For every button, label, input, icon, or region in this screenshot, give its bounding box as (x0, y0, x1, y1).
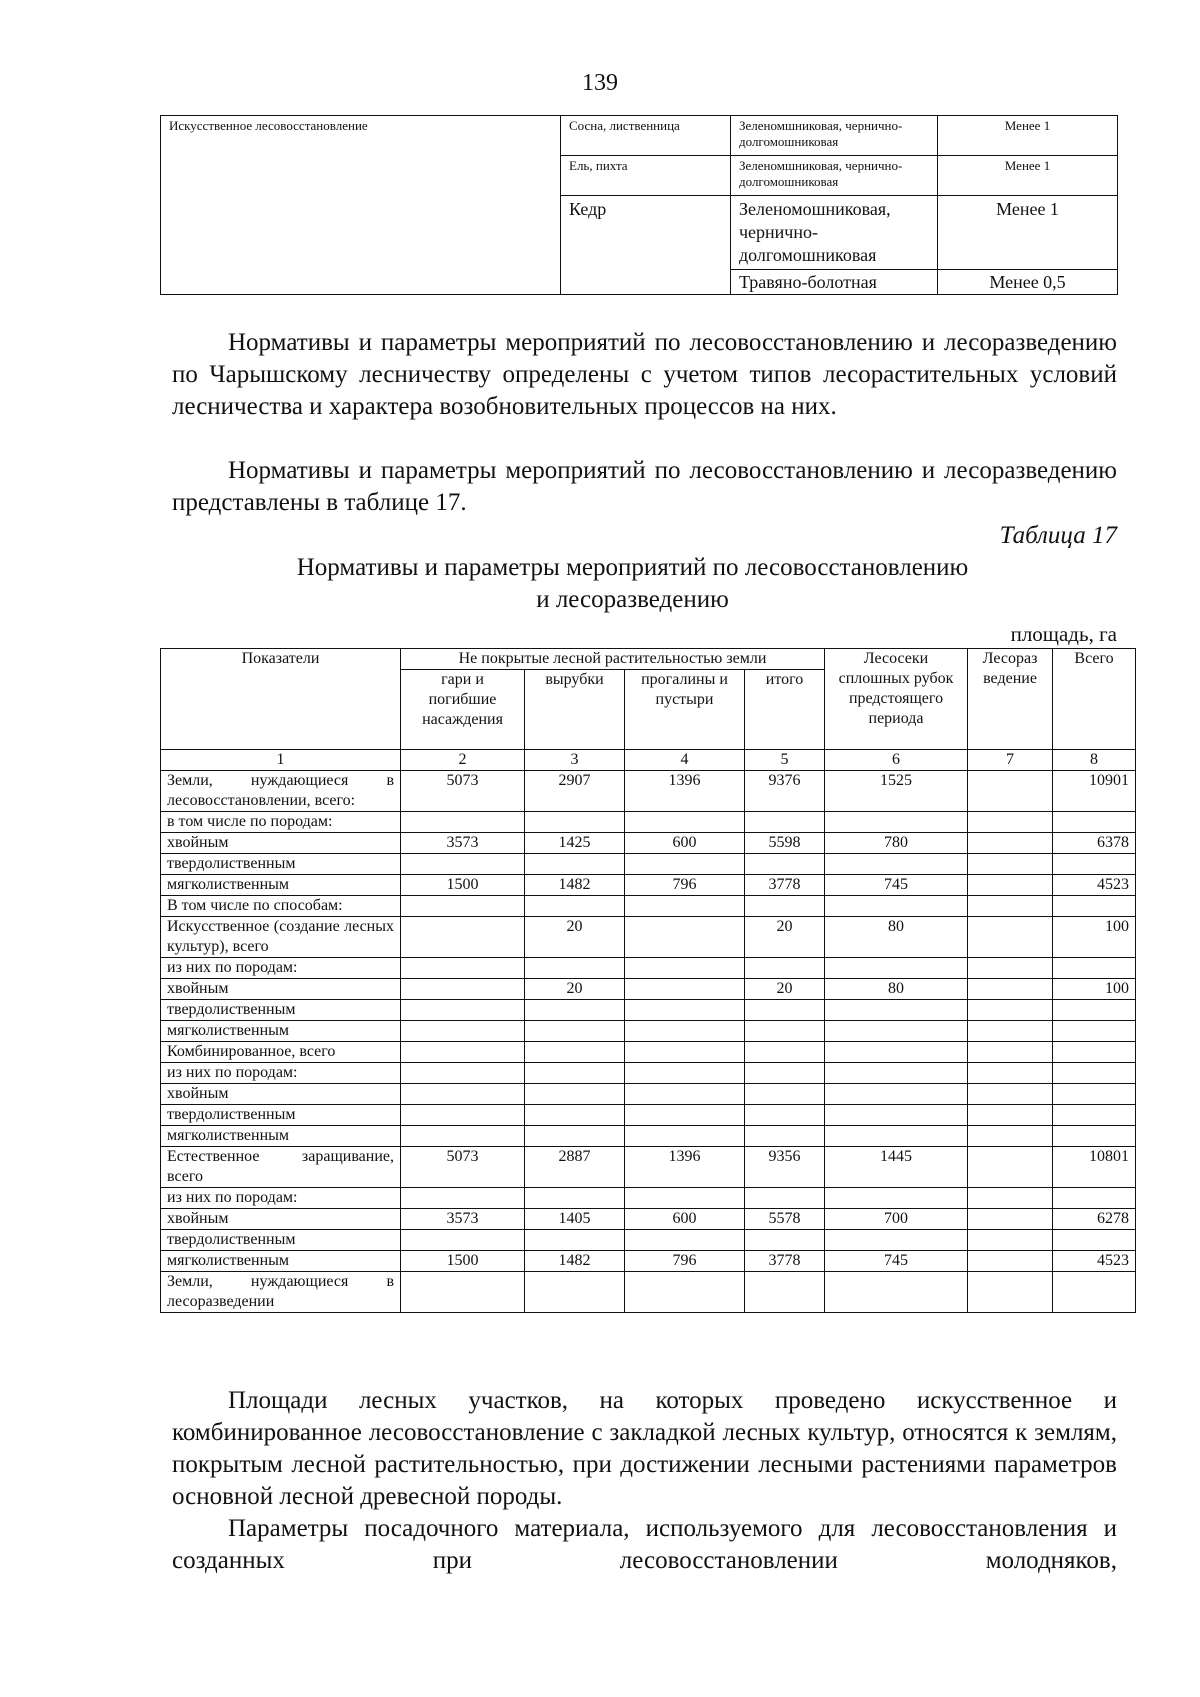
table-body (161, 771, 1136, 1313)
table-cell (968, 1230, 1053, 1251)
table-cell (825, 1042, 968, 1063)
table-cell: 10801 (1053, 1147, 1136, 1188)
table-row (161, 1126, 1136, 1147)
table-cell (1053, 1021, 1136, 1042)
row-label: хвойным (161, 979, 401, 1000)
table-cell (401, 917, 525, 958)
table-cell (625, 896, 745, 917)
table-cell: Зеленомшниковая, чернично-долгомошниковая (731, 156, 938, 196)
column-number: 6 (825, 750, 968, 771)
header-not-covered: Не покрытые лесной растительностью земли (401, 649, 825, 670)
table-cell (825, 1063, 968, 1084)
row-label: мягколиственным (161, 1021, 401, 1042)
table-cell: 6278 (1053, 1209, 1136, 1230)
row-label: Земли, нуждающиеся в лесовосстановлении, всего: (161, 771, 401, 812)
table-cell (401, 1272, 525, 1313)
table-row (161, 917, 1136, 958)
table-cell (968, 1063, 1053, 1084)
table-cell (625, 1126, 745, 1147)
table-cell (1053, 1126, 1136, 1147)
table-row (161, 854, 1136, 875)
table-cell (401, 1042, 525, 1063)
table-cell: 5598 (745, 833, 825, 854)
table-row (161, 1147, 1136, 1188)
row-label: из них по породам: (161, 1188, 401, 1209)
table-cell: 1500 (401, 875, 525, 896)
table-cell: 10901 (1053, 771, 1136, 812)
table-cell: 3778 (745, 1251, 825, 1272)
column-number: 7 (968, 750, 1053, 771)
table-cell: 600 (625, 833, 745, 854)
table-row (161, 958, 1136, 979)
table-cell (745, 1230, 825, 1251)
header-clearings: вырубки (525, 670, 625, 750)
table-title (160, 552, 1105, 616)
table-row (161, 1230, 1136, 1251)
table-cell (968, 958, 1053, 979)
table-cell (968, 875, 1053, 896)
table-cell: 20 (745, 979, 825, 1000)
row-label: мягколиственным (161, 1251, 401, 1272)
table-cell (525, 854, 625, 875)
table-row (161, 1084, 1136, 1105)
table-cell (825, 1021, 968, 1042)
header-burned: гари и погибшие насаждения (401, 670, 525, 750)
table-cell (1053, 1042, 1136, 1063)
table-cell (968, 1272, 1053, 1313)
table-cell: 1482 (525, 1251, 625, 1272)
table-cell: Менее 1 (938, 156, 1118, 196)
table-cell (968, 1126, 1053, 1147)
table-cell (625, 1105, 745, 1126)
table-cell: 745 (825, 875, 968, 896)
table-cell (968, 1000, 1053, 1021)
table-cell (401, 1230, 525, 1251)
table-cell (825, 1084, 968, 1105)
table-row (161, 1063, 1136, 1084)
table-title-line: и лесоразведению (536, 586, 729, 613)
table-label: Таблица 17 (999, 522, 1117, 549)
table-cell (745, 812, 825, 833)
table-row (161, 1105, 1136, 1126)
table-cell (625, 958, 745, 979)
table-row (161, 1272, 1136, 1313)
paragraph-2 (172, 455, 1117, 519)
table-cell (1053, 1000, 1136, 1021)
table-cell (745, 1084, 825, 1105)
table-cell (401, 854, 525, 875)
table-cell (401, 896, 525, 917)
table-cell: 796 (625, 875, 745, 896)
table-cell (1053, 812, 1136, 833)
table-cell (401, 1188, 525, 1209)
table-cell (745, 1188, 825, 1209)
table-cell: 700 (825, 1209, 968, 1230)
row-label: мягколиственным (161, 875, 401, 896)
row-label: твердолиственным (161, 1230, 401, 1251)
table-row (161, 896, 1136, 917)
row-label: в том числе по породам: (161, 812, 401, 833)
row-label: мягколиственным (161, 1126, 401, 1147)
row-label: из них по породам: (161, 1063, 401, 1084)
table-row (161, 979, 1136, 1000)
table-row (161, 771, 1136, 812)
header-total: Всего (1053, 649, 1136, 750)
row-label: Естественное заращивание, всего (161, 1147, 401, 1188)
table-cell (825, 1230, 968, 1251)
table-cell (525, 1230, 625, 1251)
table-row (161, 1251, 1136, 1272)
table-cell (401, 812, 525, 833)
table-cell (745, 1105, 825, 1126)
table-cell: 1500 (401, 1251, 525, 1272)
table-cell (525, 1084, 625, 1105)
table-cell (525, 1126, 625, 1147)
table-cell (525, 896, 625, 917)
table-cell (825, 812, 968, 833)
table-cell (968, 1188, 1053, 1209)
table-cell (625, 979, 745, 1000)
table-cell (625, 1188, 745, 1209)
table-cell (525, 1021, 625, 1042)
paragraph-text: Нормативы и параметры мероприятий по лесовосстановлению и лесоразведению представлены в таблице 17. (172, 457, 1117, 516)
row-label: твердолиственным (161, 854, 401, 875)
table-cell (745, 1126, 825, 1147)
table-cell: Зеленомошниковая, чернично-долгомошниковая (731, 196, 938, 270)
table-cell (745, 1272, 825, 1313)
table-cell (625, 854, 745, 875)
table-cell (625, 1021, 745, 1042)
row-label: Искусственное (создание лесных культур), всего (161, 917, 401, 958)
table-cell (968, 1084, 1053, 1105)
table-cell (1053, 854, 1136, 875)
table-cell: 780 (825, 833, 968, 854)
table-cell: Менее 1 (938, 196, 1118, 270)
table-cell (525, 958, 625, 979)
header-felling: Лесосеки сплошных рубок предстоящего периода (825, 649, 968, 750)
table-cell (825, 1126, 968, 1147)
table-cell (625, 1000, 745, 1021)
table-cell: Сосна, лиственница (561, 116, 731, 156)
table-row (161, 812, 1136, 833)
table-row (161, 1021, 1136, 1042)
table-cell: 100 (1053, 917, 1136, 958)
table-cell (625, 1230, 745, 1251)
table-cell (625, 1042, 745, 1063)
table-cell: 5578 (745, 1209, 825, 1230)
table-cell (968, 854, 1053, 875)
table-cell: 2907 (525, 771, 625, 812)
table-cell (968, 1042, 1053, 1063)
table-cell: Ель, пихта (561, 156, 731, 196)
column-number: 8 (1053, 750, 1136, 771)
table-cell (525, 1042, 625, 1063)
table-cell (401, 1021, 525, 1042)
row-label: Земли, нуждающиеся в лесоразведении (161, 1272, 401, 1313)
table-cell: 1405 (525, 1209, 625, 1230)
column-number: 2 (401, 750, 525, 771)
table-cell (625, 1084, 745, 1105)
table-cell (525, 1000, 625, 1021)
table-cell (825, 854, 968, 875)
table-cell (625, 812, 745, 833)
table-row (161, 1209, 1136, 1230)
table-cell (825, 958, 968, 979)
paragraph-1 (172, 327, 1117, 423)
table-cell: 4523 (1053, 1251, 1136, 1272)
table-cell: 3778 (745, 875, 825, 896)
table-cell (1053, 1188, 1136, 1209)
table-cell (401, 1063, 525, 1084)
table-cell: Менее 1 (938, 116, 1118, 156)
table-cell: 600 (625, 1209, 745, 1230)
table-cell: 5073 (401, 771, 525, 812)
paragraph-4 (172, 1513, 1117, 1577)
table-cell (968, 1105, 1053, 1126)
row-label: Комбинированное, всего (161, 1042, 401, 1063)
header-indicators: Показатели (161, 649, 401, 750)
table-cell (968, 812, 1053, 833)
table-cell (1053, 1105, 1136, 1126)
table-cell: 796 (625, 1251, 745, 1272)
table-cell (825, 1105, 968, 1126)
row-label: хвойным (161, 1209, 401, 1230)
table-cell: 3573 (401, 1209, 525, 1230)
table-cell: 745 (825, 1251, 968, 1272)
table-cell: 1445 (825, 1147, 968, 1188)
row-label: из них по породам: (161, 958, 401, 979)
table-cell (745, 1042, 825, 1063)
table-cell (968, 1021, 1053, 1042)
table-cell (1053, 958, 1136, 979)
table-cell (625, 1272, 745, 1313)
row-label: хвойным (161, 1084, 401, 1105)
header-total-sub: итого (745, 670, 825, 750)
column-number: 1 (161, 750, 401, 771)
table-cell (825, 1272, 968, 1313)
header-glades: прогалины и пустыри (625, 670, 745, 750)
table-cell (1053, 1063, 1136, 1084)
table-row (161, 116, 1118, 156)
column-number: 3 (525, 750, 625, 771)
table-cell (745, 1063, 825, 1084)
table-cell: 1396 (625, 1147, 745, 1188)
paragraph-text: Площади лесных участков, на которых проведено искусственное и комбинированное лесовосстановление с закладкой лесных культур, относятся к землям, покрытым лесной растительностью, при достижении лесными растениями параметров основной лесной древесной породы. (172, 1387, 1117, 1510)
row-label: хвойным (161, 833, 401, 854)
table-row (161, 833, 1136, 854)
table-cell (825, 896, 968, 917)
table-row (161, 1188, 1136, 1209)
table-cell (625, 1063, 745, 1084)
table-cell: 9356 (745, 1147, 825, 1188)
table-cell (968, 1209, 1053, 1230)
table-units: площадь, га (1010, 622, 1117, 646)
table-row (161, 875, 1136, 896)
table-cell (968, 896, 1053, 917)
top-continuation-table (160, 115, 1118, 295)
table-title-line: Нормативы и параметры мероприятий по лесовосстановлению (296, 554, 969, 581)
table-cell (525, 812, 625, 833)
table-cell (745, 896, 825, 917)
table-cell: 4523 (1053, 875, 1136, 896)
table-cell (401, 1084, 525, 1105)
column-number: 5 (745, 750, 825, 771)
header-afforestation: Лесораз ведение (968, 649, 1053, 750)
table-cell (401, 1105, 525, 1126)
column-number: 4 (625, 750, 745, 771)
table-cell (968, 771, 1053, 812)
table-cell (825, 1000, 968, 1021)
table-cell (745, 1000, 825, 1021)
table-cell: Травяно-болотная (731, 270, 938, 295)
table-cell: 6378 (1053, 833, 1136, 854)
table-cell (825, 1188, 968, 1209)
table-cell (968, 979, 1053, 1000)
table-cell: 1396 (625, 771, 745, 812)
table-cell: 1425 (525, 833, 625, 854)
table-cell (625, 917, 745, 958)
page-number: 139 (582, 70, 618, 96)
table-cell: 5073 (401, 1147, 525, 1188)
table-cell: 20 (525, 917, 625, 958)
table-cell (745, 854, 825, 875)
table-cell (401, 1000, 525, 1021)
table-cell (968, 1147, 1053, 1188)
table-cell (401, 979, 525, 1000)
table-header-row (161, 649, 1136, 670)
table-cell (745, 958, 825, 979)
table-cell: 2887 (525, 1147, 625, 1188)
paragraph-3 (172, 1385, 1117, 1513)
table-cell: 80 (825, 979, 968, 1000)
table-cell: 100 (1053, 979, 1136, 1000)
table-row (161, 1042, 1136, 1063)
table-17 (160, 648, 1136, 1313)
table-cell (525, 1063, 625, 1084)
table-cell (401, 958, 525, 979)
table-cell (1053, 896, 1136, 917)
table-cell: 20 (745, 917, 825, 958)
table-cell: 1525 (825, 771, 968, 812)
table-cell: 3573 (401, 833, 525, 854)
table-cell: Менее 0,5 (938, 270, 1118, 295)
table-row (161, 1000, 1136, 1021)
row-label: В том числе по способам: (161, 896, 401, 917)
table-cell: 80 (825, 917, 968, 958)
table-cell (525, 1188, 625, 1209)
table-cell (1053, 1272, 1136, 1313)
table-cell: 20 (525, 979, 625, 1000)
table-cell (525, 1105, 625, 1126)
paragraph-text: Параметры посадочного материала, используемого для лесовосстановления и созданных при лесовосстановлении молодняков, (172, 1515, 1117, 1574)
table-cell: Зеленомшниковая, чернично-долгомошниковая (731, 116, 938, 156)
table-cell (401, 1126, 525, 1147)
table-cell (968, 1251, 1053, 1272)
table-cell: Кедр (561, 196, 731, 295)
paragraph-text: Нормативы и параметры мероприятий по лесовосстановлению и лесоразведению по Чарышскому лесничеству определены с учетом типов лесорастительных условий лесничества и характера возобновительных процессов на них. (172, 329, 1117, 420)
column-number-row (161, 750, 1136, 771)
table-cell (968, 833, 1053, 854)
row-label: твердолиственным (161, 1105, 401, 1126)
table-cell: Искусственное лесовосстановление (161, 116, 561, 295)
table-cell: 1482 (525, 875, 625, 896)
table-cell (1053, 1084, 1136, 1105)
table-cell (968, 917, 1053, 958)
table-cell (525, 1272, 625, 1313)
row-label: твердолиственным (161, 1000, 401, 1021)
table-cell (1053, 1230, 1136, 1251)
table-cell: 9376 (745, 771, 825, 812)
table-cell (745, 1021, 825, 1042)
